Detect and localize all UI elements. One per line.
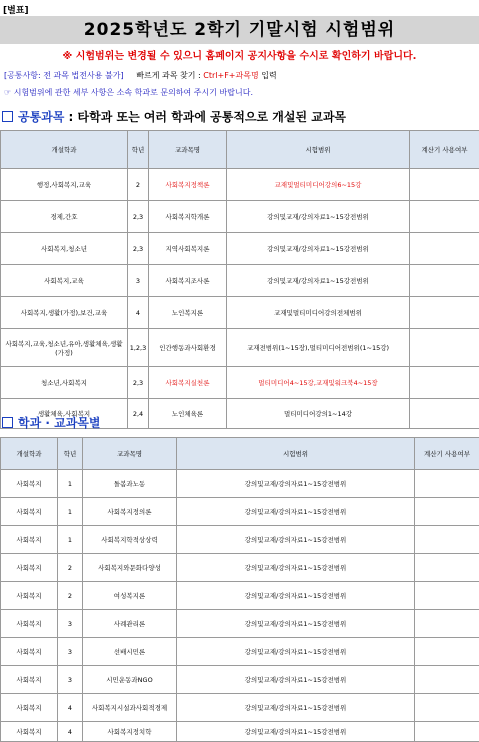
calculator-cell <box>410 169 479 201</box>
calculator-cell <box>415 638 479 666</box>
warning-notice: ※ 시험범위는 변경될 수 있으니 홈페이지 공지사항을 수시로 확인하기 바랍니다. <box>0 47 479 62</box>
range-cell: 멀티미디어4~15강,교재및워크북4~15장 <box>227 367 410 399</box>
table-row <box>1 201 479 233</box>
table-row <box>1 470 479 498</box>
common-subjects-table <box>0 130 479 429</box>
common-rule: [공통사항: 전 과목 법전사용 불가] <box>4 71 124 80</box>
table-row <box>1 169 479 201</box>
table-row <box>1 526 479 554</box>
dept-cell: 사회복지 <box>1 582 58 610</box>
table-row <box>1 694 479 722</box>
header-year: 학년 <box>58 438 83 470</box>
calculator-cell <box>410 297 479 329</box>
dept-cell: 경제,간호 <box>1 201 128 233</box>
dept-cell: 행정,사회복지,교육 <box>1 169 128 201</box>
year-cell: 2 <box>128 169 149 201</box>
range-cell: 강의및교재/강의자료1~15강전범위 <box>177 694 415 722</box>
section-common-title-rest: : 타학과 또는 여러 학과에 공통적으로 개설된 교과목 <box>64 110 346 124</box>
subject-cell: 사회복지학개론 <box>149 201 227 233</box>
table-row <box>1 610 479 638</box>
range-cell: 교재전범위(1~15장),멀티미디어전범위(1~15강) <box>227 329 410 367</box>
table-row <box>1 722 479 742</box>
year-cell: 2 <box>58 582 83 610</box>
subject-cell: 돌봄과노동 <box>83 470 177 498</box>
calculator-cell <box>415 694 479 722</box>
subject-cell: 사회복지학적상상력 <box>83 526 177 554</box>
table-row <box>1 666 479 694</box>
year-cell: 1 <box>58 470 83 498</box>
year-cell: 2,4 <box>128 399 149 429</box>
range-cell: 강의및교재/강의자료1~15강전범위 <box>177 666 415 694</box>
table-row <box>1 233 479 265</box>
subject-cell: 여성복지론 <box>83 582 177 610</box>
range-cell: 강의및교재/강의자료1~15강전범위 <box>227 233 410 265</box>
page-title: 2025학년도 2학기 기말시험 시험범위 <box>0 16 479 44</box>
header-calculator: 계산기 사용여부 <box>415 438 479 470</box>
calculator-cell <box>410 367 479 399</box>
calculator-cell <box>415 554 479 582</box>
subject-cell: 선배시민론 <box>83 638 177 666</box>
section-common-title-highlight: 공통과목 <box>18 110 64 124</box>
range-cell: 교재및멀티미디어강의6~15강 <box>227 169 410 201</box>
appendix-tag: [별표] <box>3 3 29 16</box>
calculator-cell <box>415 526 479 554</box>
table-header-row <box>1 131 479 169</box>
range-cell: 강의및교재/강의자료1~15강전범위 <box>177 498 415 526</box>
dept-cell: 사회복지,교육,청소년,유아,생활체육,생활(가정) <box>1 329 128 367</box>
section-dept-title <box>2 414 100 431</box>
quick-find-shortcut: Ctrl+F+과목명 <box>203 71 258 80</box>
quick-find-label: 빠르게 과목 찾기 : <box>136 71 203 80</box>
calculator-cell <box>415 470 479 498</box>
table-row <box>1 638 479 666</box>
header-range: 시험범위 <box>227 131 410 169</box>
header-range: 시험범위 <box>177 438 415 470</box>
year-cell: 1 <box>58 498 83 526</box>
subject-cell: 인간행동과사회환경 <box>149 329 227 367</box>
calculator-cell <box>410 329 479 367</box>
subject-cell: 사회복지정치학 <box>83 722 177 742</box>
subject-cell: 사회복지정의론 <box>83 498 177 526</box>
year-cell: 2,3 <box>128 367 149 399</box>
subject-cell: 사회복지와문화다양성 <box>83 554 177 582</box>
range-cell: 강의및교재/강의자료1~15강전범위 <box>177 554 415 582</box>
inquiry-notice: ☞ 시험범위에 관한 세부 사항은 소속 학과로 문의하여 주시기 바랍니다. <box>4 87 253 98</box>
table-row <box>1 554 479 582</box>
dept-cell: 사회복지 <box>1 638 58 666</box>
header-subject: 교과목명 <box>149 131 227 169</box>
dept-cell: 사회복지 <box>1 498 58 526</box>
year-cell: 3 <box>58 666 83 694</box>
year-cell: 2,3 <box>128 233 149 265</box>
table-row <box>1 265 479 297</box>
range-cell: 멀티미디어강의1~14강 <box>227 399 410 429</box>
table-row <box>1 329 479 367</box>
calculator-cell <box>410 265 479 297</box>
dept-cell: 사회복지 <box>1 554 58 582</box>
range-cell: 강의및교재/강의자료1~15강전범위 <box>177 638 415 666</box>
common-notice <box>4 70 277 81</box>
header-dept: 개설학과 <box>1 438 58 470</box>
dept-cell: 사회복지 <box>1 722 58 742</box>
dept-cell: 사회복지,청소년 <box>1 233 128 265</box>
year-cell: 1 <box>58 526 83 554</box>
dept-cell: 사회복지 <box>1 470 58 498</box>
year-cell: 4 <box>58 694 83 722</box>
calculator-cell <box>415 666 479 694</box>
subject-cell: 노인복지론 <box>149 297 227 329</box>
calculator-cell <box>410 233 479 265</box>
range-cell: 강의및교재/강의자료1~15강전범위 <box>177 722 415 742</box>
calculator-cell <box>415 610 479 638</box>
dept-cell: 생활체육,사회복지 <box>1 399 128 429</box>
calculator-cell <box>415 722 479 742</box>
subject-cell: 지역사회복지론 <box>149 233 227 265</box>
quick-find-suffix: 입력 <box>259 71 277 80</box>
range-cell: 강의및교재/강의자료1~15강전범위 <box>177 582 415 610</box>
year-cell: 4 <box>58 722 83 742</box>
range-cell: 강의및교재/강의자료1~15강전범위 <box>177 610 415 638</box>
year-cell: 2 <box>58 554 83 582</box>
range-cell: 강의및교재/강의자료1~15강전범위 <box>227 201 410 233</box>
dept-cell: 청소년,사회복지 <box>1 367 128 399</box>
dept-cell: 사회복지 <box>1 610 58 638</box>
table-row <box>1 367 479 399</box>
year-cell: 3 <box>58 638 83 666</box>
year-cell: 2,3 <box>128 201 149 233</box>
checkbox-square-icon <box>2 111 13 122</box>
dept-cell: 사회복지 <box>1 694 58 722</box>
subject-cell: 사회복지실천론 <box>149 367 227 399</box>
calculator-cell <box>415 582 479 610</box>
subject-cell: 사회복지시설과사회적경제 <box>83 694 177 722</box>
year-cell: 3 <box>128 265 149 297</box>
calculator-cell <box>410 201 479 233</box>
range-cell: 교재및멀티미디어강의전체범위 <box>227 297 410 329</box>
range-cell: 강의및교재/강의자료1~15강전범위 <box>177 526 415 554</box>
range-cell: 강의및교재/강의자료1~15강전범위 <box>227 265 410 297</box>
section-dept-title-text: 학과 · 교과목별 <box>18 416 100 430</box>
header-calculator: 계산기 사용여부 <box>410 131 479 169</box>
table-row <box>1 498 479 526</box>
table-row <box>1 582 479 610</box>
dept-cell: 사회복지 <box>1 666 58 694</box>
year-cell: 3 <box>58 610 83 638</box>
dept-cell: 사회복지,생활(가정),보건,교육 <box>1 297 128 329</box>
subject-cell: 사례관리론 <box>83 610 177 638</box>
range-cell: 강의및교재/강의자료1~15강전범위 <box>177 470 415 498</box>
year-cell: 4 <box>128 297 149 329</box>
header-dept: 개설학과 <box>1 131 128 169</box>
subject-cell: 노인체육론 <box>149 399 227 429</box>
subject-cell: 사회복지정책론 <box>149 169 227 201</box>
subject-cell: 사회복지조사론 <box>149 265 227 297</box>
subject-cell: 시민운동과NGO <box>83 666 177 694</box>
calculator-cell <box>415 498 479 526</box>
header-year: 학년 <box>128 131 149 169</box>
dept-cell: 사회복지,교육 <box>1 265 128 297</box>
calculator-cell <box>410 399 479 429</box>
header-subject: 교과목명 <box>83 438 177 470</box>
table-header-row <box>1 438 479 470</box>
department-subjects-table <box>0 437 479 742</box>
checkbox-square-icon <box>2 417 13 428</box>
section-common-title <box>2 108 346 125</box>
table-row <box>1 297 479 329</box>
dept-cell: 사회복지 <box>1 526 58 554</box>
year-cell: 1,2,3 <box>128 329 149 367</box>
